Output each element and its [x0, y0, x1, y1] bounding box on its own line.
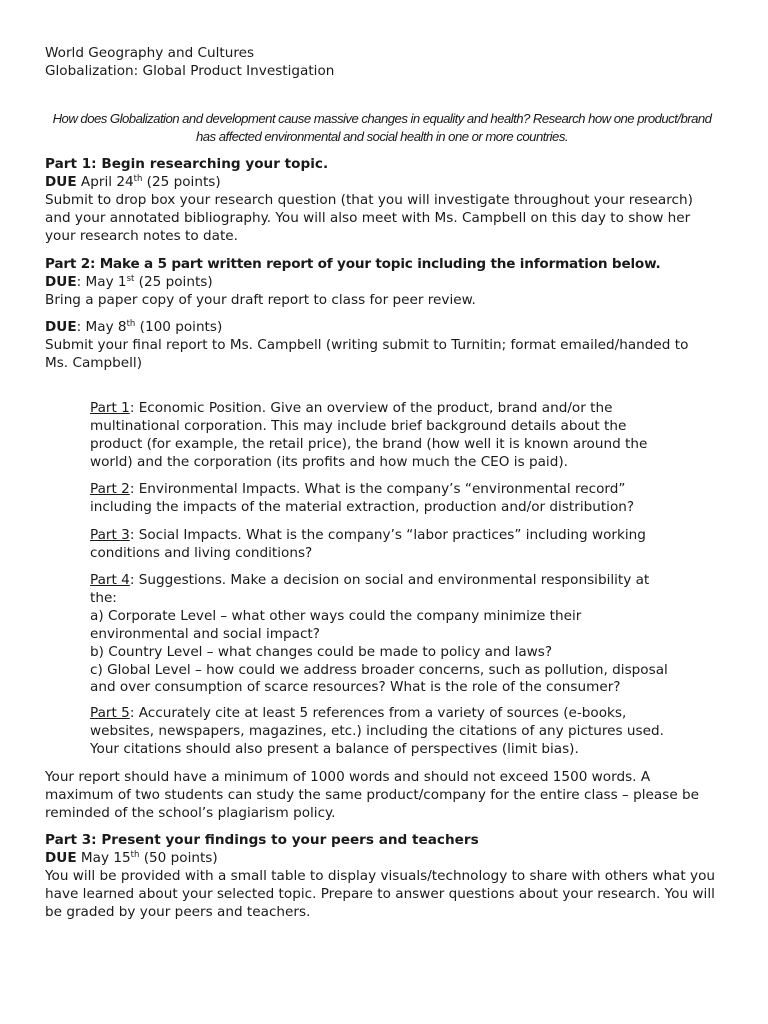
due-date: : May 1 — [76, 273, 127, 290]
due-date: April 24 — [76, 173, 134, 190]
subpart-5 — [90, 705, 690, 759]
part1-due-line — [45, 174, 735, 192]
part2-due2-line — [45, 319, 710, 337]
intro-question: How does Globalization and development cause massive changes in equality and health? Research how one product/brand has affected environmental and social health in one or more countries. — [52, 111, 712, 144]
subpart-label: Part 5 — [90, 705, 130, 721]
subpart-label: Part 3 — [90, 527, 130, 543]
due-points: (25 points) — [134, 273, 213, 290]
part3-body: You will be provided with a small table to display visuals/technology to share with others what you have learned about your selected topic. Prepare to answer questions about your research. You will be graded by your peers and teachers. — [45, 867, 716, 920]
part3-heading: Part 3: Present your findings to your peers and teachers — [45, 832, 479, 848]
part2-final-section — [45, 319, 710, 373]
part2-due1-line — [45, 274, 745, 292]
subpart-2 — [90, 481, 665, 517]
subpart-1 — [90, 400, 665, 472]
part3-section — [45, 832, 715, 922]
unit-title: Globalization: Global Product Investigation — [45, 62, 335, 79]
subpart-3 — [90, 527, 665, 563]
subpart-label: Part 4 — [90, 572, 130, 588]
part2-due1-body: Bring a paper copy of your draft report to class for peer review. — [45, 291, 476, 308]
part3-due-line — [45, 850, 715, 868]
due-label: DUE — [45, 173, 77, 190]
subpart-text: : Suggestions. Make a decision on social and environmental responsibility at the: — [90, 572, 650, 606]
subpart-label: Part 1 — [90, 400, 130, 416]
subpart-text: : Social Impacts. What is the company’s “labor practices” including working conditions and living conditions? — [90, 527, 646, 561]
subpart-text: : Environmental Impacts. What is the company’s “environmental record” including the impacts of the material extraction, production and/or distribution? — [90, 481, 635, 515]
subpart-4-line-c: c) Global Level – how could we address broader concerns, such as pollution, disposal and over consumption of scarce resources? What is the role of the consumer? — [90, 661, 668, 696]
due-date: May 15 — [76, 849, 131, 866]
due-points: (25 points) — [142, 173, 221, 190]
part2-section — [45, 256, 745, 310]
course-title: World Geography and Cultures — [45, 45, 255, 61]
part2-heading: Part 2: Make a 5 part written report of your topic including the information below. — [45, 256, 661, 272]
due-label: DUE — [45, 849, 77, 866]
due-points: (100 points) — [135, 319, 223, 335]
part1-heading: Part 1: Begin researching your topic. — [45, 156, 329, 172]
due-date-suffix: th — [126, 319, 136, 329]
subpart-text: : Economic Position. Give an overview of the product, brand and/or the multinational corporation. This may include brief background details about the product (for example, the retail price), the brand (how well it is known around the world) and the corporation (its profits and how much the CEO is paid). — [90, 400, 648, 470]
due-date-suffix: th — [130, 849, 140, 860]
report-note — [45, 769, 720, 823]
document-header — [45, 45, 725, 81]
due-date-suffix: th — [133, 173, 143, 184]
due-label: DUE — [45, 273, 77, 290]
due-date-suffix: st — [126, 273, 135, 284]
part1-section — [45, 156, 735, 246]
report-note-text: Your report should have a minimum of 1000 words and should not exceed 1500 words. A maximum of two students can study the same product/company for the entire class – please be reminded of the school’s plagiarism policy. — [45, 769, 700, 821]
subpart-4-line-a: a) Corporate Level – what other ways could the company minimize their environmental and social impact? — [90, 607, 582, 642]
subpart-4 — [90, 572, 680, 697]
due-points: (50 points) — [139, 849, 218, 866]
subpart-4-line-b: b) Country Level – what changes could be made to policy and laws? — [90, 643, 553, 660]
part1-body: Submit to drop box your research question (that you will investigate throughout your research) and your annotated bibliography. You will also meet with Ms. Campbell on this day to show her your research notes to date. — [45, 191, 693, 244]
due-label: DUE — [45, 319, 77, 335]
subpart-text: : Accurately cite at least 5 references from a variety of sources (e-books, websites, newspapers, magazines, etc.) including the citations of any pictures used. Your citations should also present a balance of perspectives (limit bias). — [90, 705, 664, 757]
subpart-label: Part 2 — [90, 481, 130, 497]
part2-due2-body: Submit your final report to Ms. Campbell (writing submit to Turnitin; format emailed/handed to Ms. Campbell) — [45, 336, 689, 371]
due-date: : May 8 — [76, 319, 127, 335]
